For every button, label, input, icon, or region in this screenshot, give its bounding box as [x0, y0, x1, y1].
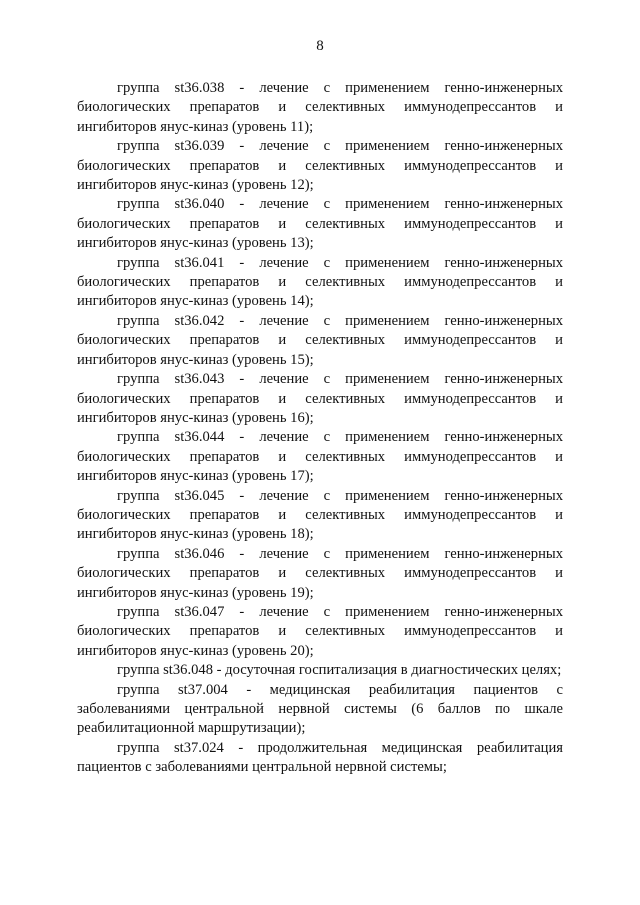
page-number: 8 [316, 38, 324, 54]
paragraph-st36-046: группа st36.046 - лечение с применением генно-инженерных биологических препаратов и селективных иммунодепрессантов и ингибиторов янус-киназ (уровень 19); [77, 545, 563, 601]
paragraph-st36-041: группа st36.041 - лечение с применением генно-инженерных биологических препаратов и селективных иммунодепрессантов и ингибиторов янус-киназ (уровень 14); [77, 254, 563, 310]
document-body [77, 79, 563, 778]
paragraph-st36-045: группа st36.045 - лечение с применением генно-инженерных биологических препаратов и селективных иммунодепрессантов и ингибиторов янус-киназ (уровень 18); [77, 487, 563, 543]
paragraph-st36-038: группа st36.038 - лечение с применением генно-инженерных биологических препаратов и селективных иммунодепрессантов и ингибиторов янус-киназ (уровень 11); [77, 80, 563, 135]
paragraph-st37-004: группа st37.004 - медицинская реабилитация пациентов с заболеваниями центральной нервной системы (6 баллов по шкале реабилитационной маршрутизации); [77, 681, 563, 737]
paragraph-st36-042: группа st36.042 - лечение с применением генно-инженерных биологических препаратов и селективных иммунодепрессантов и ингибиторов янус-киназ (уровень 15); [77, 312, 563, 368]
paragraph-st36-039: группа st36.039 - лечение с применением генно-инженерных биологических препаратов и селективных иммунодепрессантов и ингибиторов янус-киназ (уровень 12); [77, 138, 563, 194]
paragraph-st37-024: группа st37.024 - продолжительная медицинская реабилитация пациентов с заболеваниями центральной нервной системы; [77, 739, 563, 776]
paragraph-st36-047: группа st36.047 - лечение с применением генно-инженерных биологических препаратов и селективных иммунодепрессантов и ингибиторов янус-киназ (уровень 20); [77, 603, 563, 659]
paragraph-st36-048: группа st36.048 - досуточная госпитализация в диагностических целях; [117, 662, 562, 679]
paragraph-st36-044: группа st36.044 - лечение с применением генно-инженерных биологических препаратов и селективных иммунодепрессантов и ингибиторов янус-киназ (уровень 17); [77, 429, 563, 485]
paragraph-st36-040: группа st36.040 - лечение с применением генно-инженерных биологических препаратов и селективных иммунодепрессантов и ингибиторов янус-киназ (уровень 13); [77, 196, 563, 252]
paragraph-st36-043: группа st36.043 - лечение с применением генно-инженерных биологических препаратов и селективных иммунодепрессантов и ингибиторов янус-киназ (уровень 16); [77, 371, 563, 426]
